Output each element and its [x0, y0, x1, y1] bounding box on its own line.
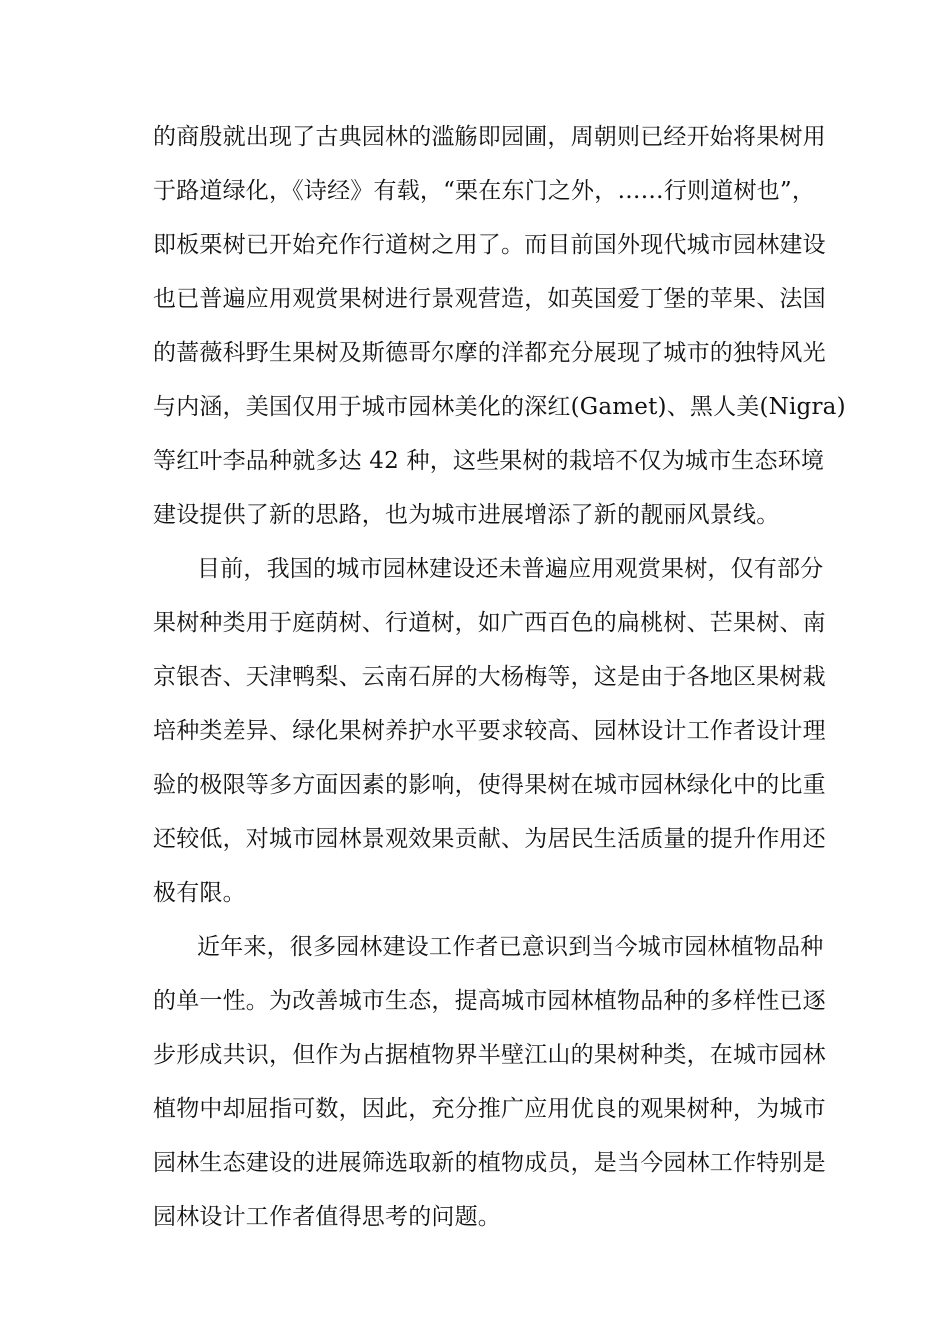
paragraph-line: 还较低，对城市园林景观效果贡献、为居民生活质量的提升作用还: [153, 826, 826, 852]
paragraph-line: 园林生态建设的进展筛选取新的植物成员，是当今园林工作特别是: [153, 1150, 826, 1176]
paragraph-line: 于路道绿化，《诗经》有载，“栗在东门之外，……行则道树也”，: [153, 178, 816, 204]
paragraph-line: 目前，我国的城市园林建设还未普遍应用观赏果树，仅有部分: [197, 556, 824, 582]
paragraph-line: 建设提供了新的思路，也为城市进展增添了新的靓丽风景线。: [153, 502, 780, 528]
paragraph-line: 的商殷就出现了古典园林的滥觞即园圃，周朝则已经开始将果树用: [153, 124, 826, 150]
paragraph-line: 极有限。: [153, 880, 246, 906]
paragraph-line: 培种类差异、绿化果树养护水平要求较高、园林设计工作者设计理: [153, 718, 826, 744]
paragraph-line: 步形成共识，但作为占据植物界半壁江山的果树种类，在城市园林: [153, 1042, 826, 1068]
paragraph-line: 也已普遍应用观赏果树进行景观营造，如英国爱丁堡的苹果、法国: [153, 286, 826, 312]
paragraph-line: 的单一性。为改善城市生态，提高城市园林植物品种的多样性已逐: [153, 988, 826, 1014]
paragraph-line: 园林设计工作者值得思考的问题。: [153, 1204, 501, 1230]
paragraph-line: 验的极限等多方面因素的影响，使得果树在城市园林绿化中的比重: [153, 772, 826, 798]
paragraph-line: 京银杏、天津鸭梨、云南石屏的大杨梅等，这是由于各地区果树栽: [153, 664, 826, 690]
paragraph-line: 与内涵，美国仅用于城市园林美化的深红(Gamet)、黑人美(Nigra): [153, 394, 846, 420]
paragraph-line: 的蔷薇科野生果树及斯德哥尔摩的洋都充分展现了城市的独特风光: [153, 340, 826, 366]
paragraph-line: 近年来，很多园林建设工作者已意识到当今城市园林植物品种: [197, 934, 824, 960]
paragraph-line: 果树种类用于庭荫树、行道树，如广西百色的扁桃树、芒果树、南: [153, 610, 826, 636]
paragraph-line: 植物中却屈指可数，因此，充分推广应用优良的观果树种，为城市: [153, 1096, 826, 1122]
paragraph-line: 即板栗树已开始充作行道树之用了。而目前国外现代城市园林建设: [153, 232, 826, 258]
paragraph-line: 等红叶李品种就多达 42 种，这些果树的栽培不仅为城市生态环境: [153, 448, 825, 474]
